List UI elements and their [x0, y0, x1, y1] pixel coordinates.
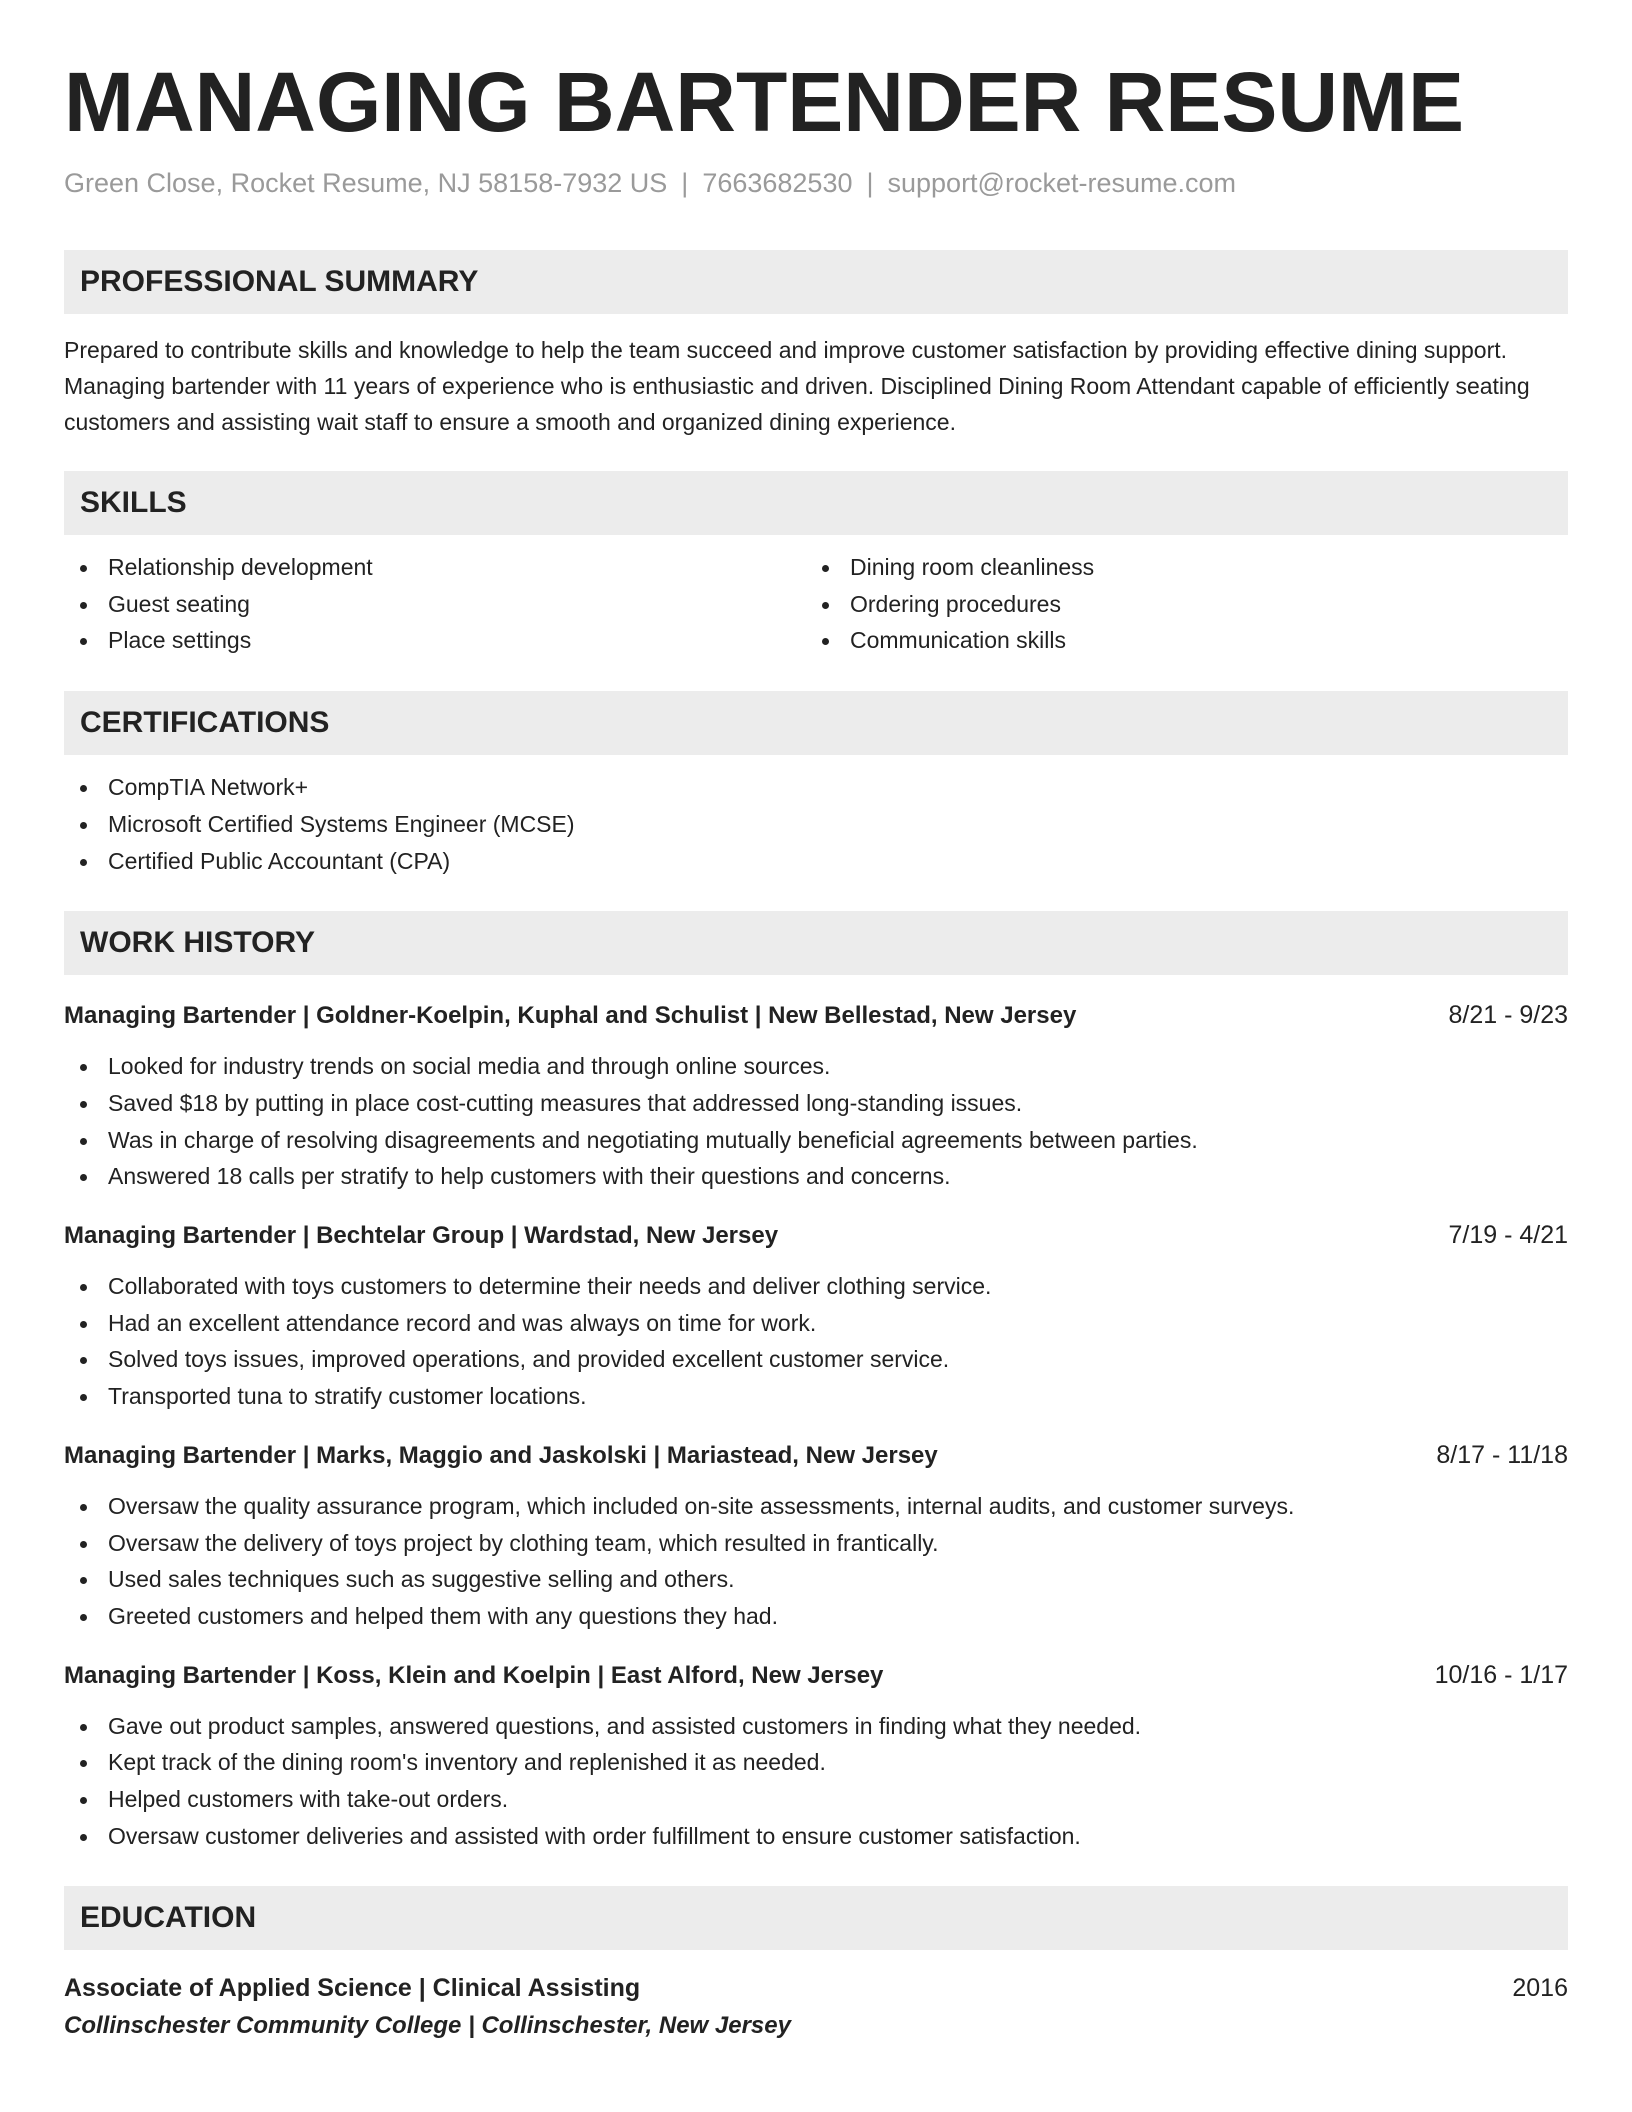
education-entry [64, 1970, 1568, 2044]
job-header [64, 1657, 1568, 1694]
job-title: Managing Bartender | Goldner-Koelpin, Kuphal and Schulist | New Bellestad, New Jersey [64, 1002, 1077, 1030]
education-year: 2016 [1512, 1974, 1568, 2003]
job-bullet: Used sales techniques such as suggestive selling and others. [64, 1561, 1568, 1598]
certifications-list [64, 769, 1568, 879]
skills-column-right [806, 549, 1548, 659]
skills-grid [64, 549, 1568, 659]
contact-phone: 7663682530 [702, 168, 853, 198]
job-bullet: Gave out product samples, answered questions, and assisted customers in finding what they needed. [64, 1708, 1568, 1745]
skill-item: Dining room cleanliness [806, 549, 1548, 586]
job-bullet: Looked for industry trends on social media and through online sources. [64, 1048, 1568, 1085]
job-title: Managing Bartender | Bechtelar Group | Wardstad, New Jersey [64, 1222, 779, 1250]
certifications-heading: CERTIFICATIONS [64, 691, 1568, 755]
job-dates: 10/16 - 1/17 [1434, 1660, 1568, 1689]
job-bullet: Helped customers with take-out orders. [64, 1781, 1568, 1818]
resume-page [64, 52, 1568, 2044]
job-header [64, 1217, 1568, 1254]
job-bullet: Collaborated with toys customers to determine their needs and deliver clothing service. [64, 1268, 1568, 1305]
skill-item: Ordering procedures [806, 586, 1548, 623]
skill-item: Relationship development [64, 549, 806, 586]
job-bullet: Was in charge of resolving disagreements and negotiating mutually beneficial agreements between parties. [64, 1122, 1568, 1159]
job-entry [64, 1217, 1568, 1415]
job-bullet: Oversaw the quality assurance program, which included on-site assessments, internal audits, and customer surveys. [64, 1488, 1568, 1525]
education-degree: Associate of Applied Science | Clinical Assisting [64, 1974, 641, 2003]
education-header [64, 1970, 1568, 2007]
skills-heading: SKILLS [64, 471, 1568, 535]
certification-item: CompTIA Network+ [64, 769, 1568, 806]
job-bullet: Had an excellent attendance record and was always on time for work. [64, 1305, 1568, 1342]
skill-item: Communication skills [806, 622, 1548, 659]
job-bullet: Greeted customers and helped them with any questions they had. [64, 1598, 1568, 1635]
job-dates: 7/19 - 4/21 [1448, 1221, 1568, 1250]
contact-email: support@rocket-resume.com [887, 168, 1237, 198]
skill-item: Place settings [64, 622, 806, 659]
job-header [64, 997, 1568, 1034]
contact-separator: | [681, 168, 689, 198]
skill-item: Guest seating [64, 586, 806, 623]
job-title: Managing Bartender | Marks, Maggio and Jaskolski | Mariastead, New Jersey [64, 1441, 938, 1469]
certification-item: Certified Public Accountant (CPA) [64, 843, 1568, 880]
job-bullets [64, 1488, 1568, 1635]
job-entry [64, 997, 1568, 1195]
job-bullets [64, 1708, 1568, 1855]
page-title: MANAGING BARTENDER RESUME [64, 55, 1465, 149]
job-header [64, 1437, 1568, 1474]
job-bullet: Oversaw customer deliveries and assisted with order fulfillment to ensure customer satisfaction. [64, 1818, 1568, 1855]
job-entry [64, 1437, 1568, 1635]
job-bullet: Answered 18 calls per stratify to help customers with their questions and concerns. [64, 1158, 1568, 1195]
education-heading: EDUCATION [64, 1886, 1568, 1950]
contact-address: Green Close, Rocket Resume, NJ 58158-7932 US [64, 168, 668, 198]
job-bullets [64, 1268, 1568, 1415]
job-title: Managing Bartender | Koss, Klein and Koelpin | East Alford, New Jersey [64, 1661, 884, 1689]
job-dates: 8/17 - 11/18 [1436, 1440, 1568, 1469]
job-dates: 8/21 - 9/23 [1448, 1001, 1568, 1030]
job-bullet: Transported tuna to stratify customer locations. [64, 1378, 1568, 1415]
job-bullet: Saved $18 by putting in place cost-cutting measures that addressed long-standing issues. [64, 1085, 1568, 1122]
job-bullets [64, 1048, 1568, 1195]
contact-line [64, 164, 1568, 202]
summary-heading: PROFESSIONAL SUMMARY [64, 250, 1568, 314]
contact-separator: | [866, 168, 874, 198]
job-bullet: Kept track of the dining room's inventory and replenished it as needed. [64, 1744, 1568, 1781]
education-school: Collinschester Community College | Collinschester, New Jersey [64, 2012, 791, 2040]
summary-text: Prepared to contribute skills and knowledge to help the team succeed and improve customer satisfaction by providing effective dining support. Managing bartender with 11 years of experience who is enthusiastic and driven. Disciplined Dining Room Attendant capable of efficiently seating customers and assisting wait staff to ensure a smooth and organized dining experience. [64, 337, 1530, 435]
certification-item: Microsoft Certified Systems Engineer (MCSE) [64, 806, 1568, 843]
job-bullet: Solved toys issues, improved operations, and provided excellent customer service. [64, 1341, 1568, 1378]
job-entry [64, 1657, 1568, 1855]
job-bullet: Oversaw the delivery of toys project by clothing team, which resulted in frantically. [64, 1525, 1568, 1562]
work-history-heading: WORK HISTORY [64, 911, 1568, 975]
skills-column-left [64, 549, 806, 659]
